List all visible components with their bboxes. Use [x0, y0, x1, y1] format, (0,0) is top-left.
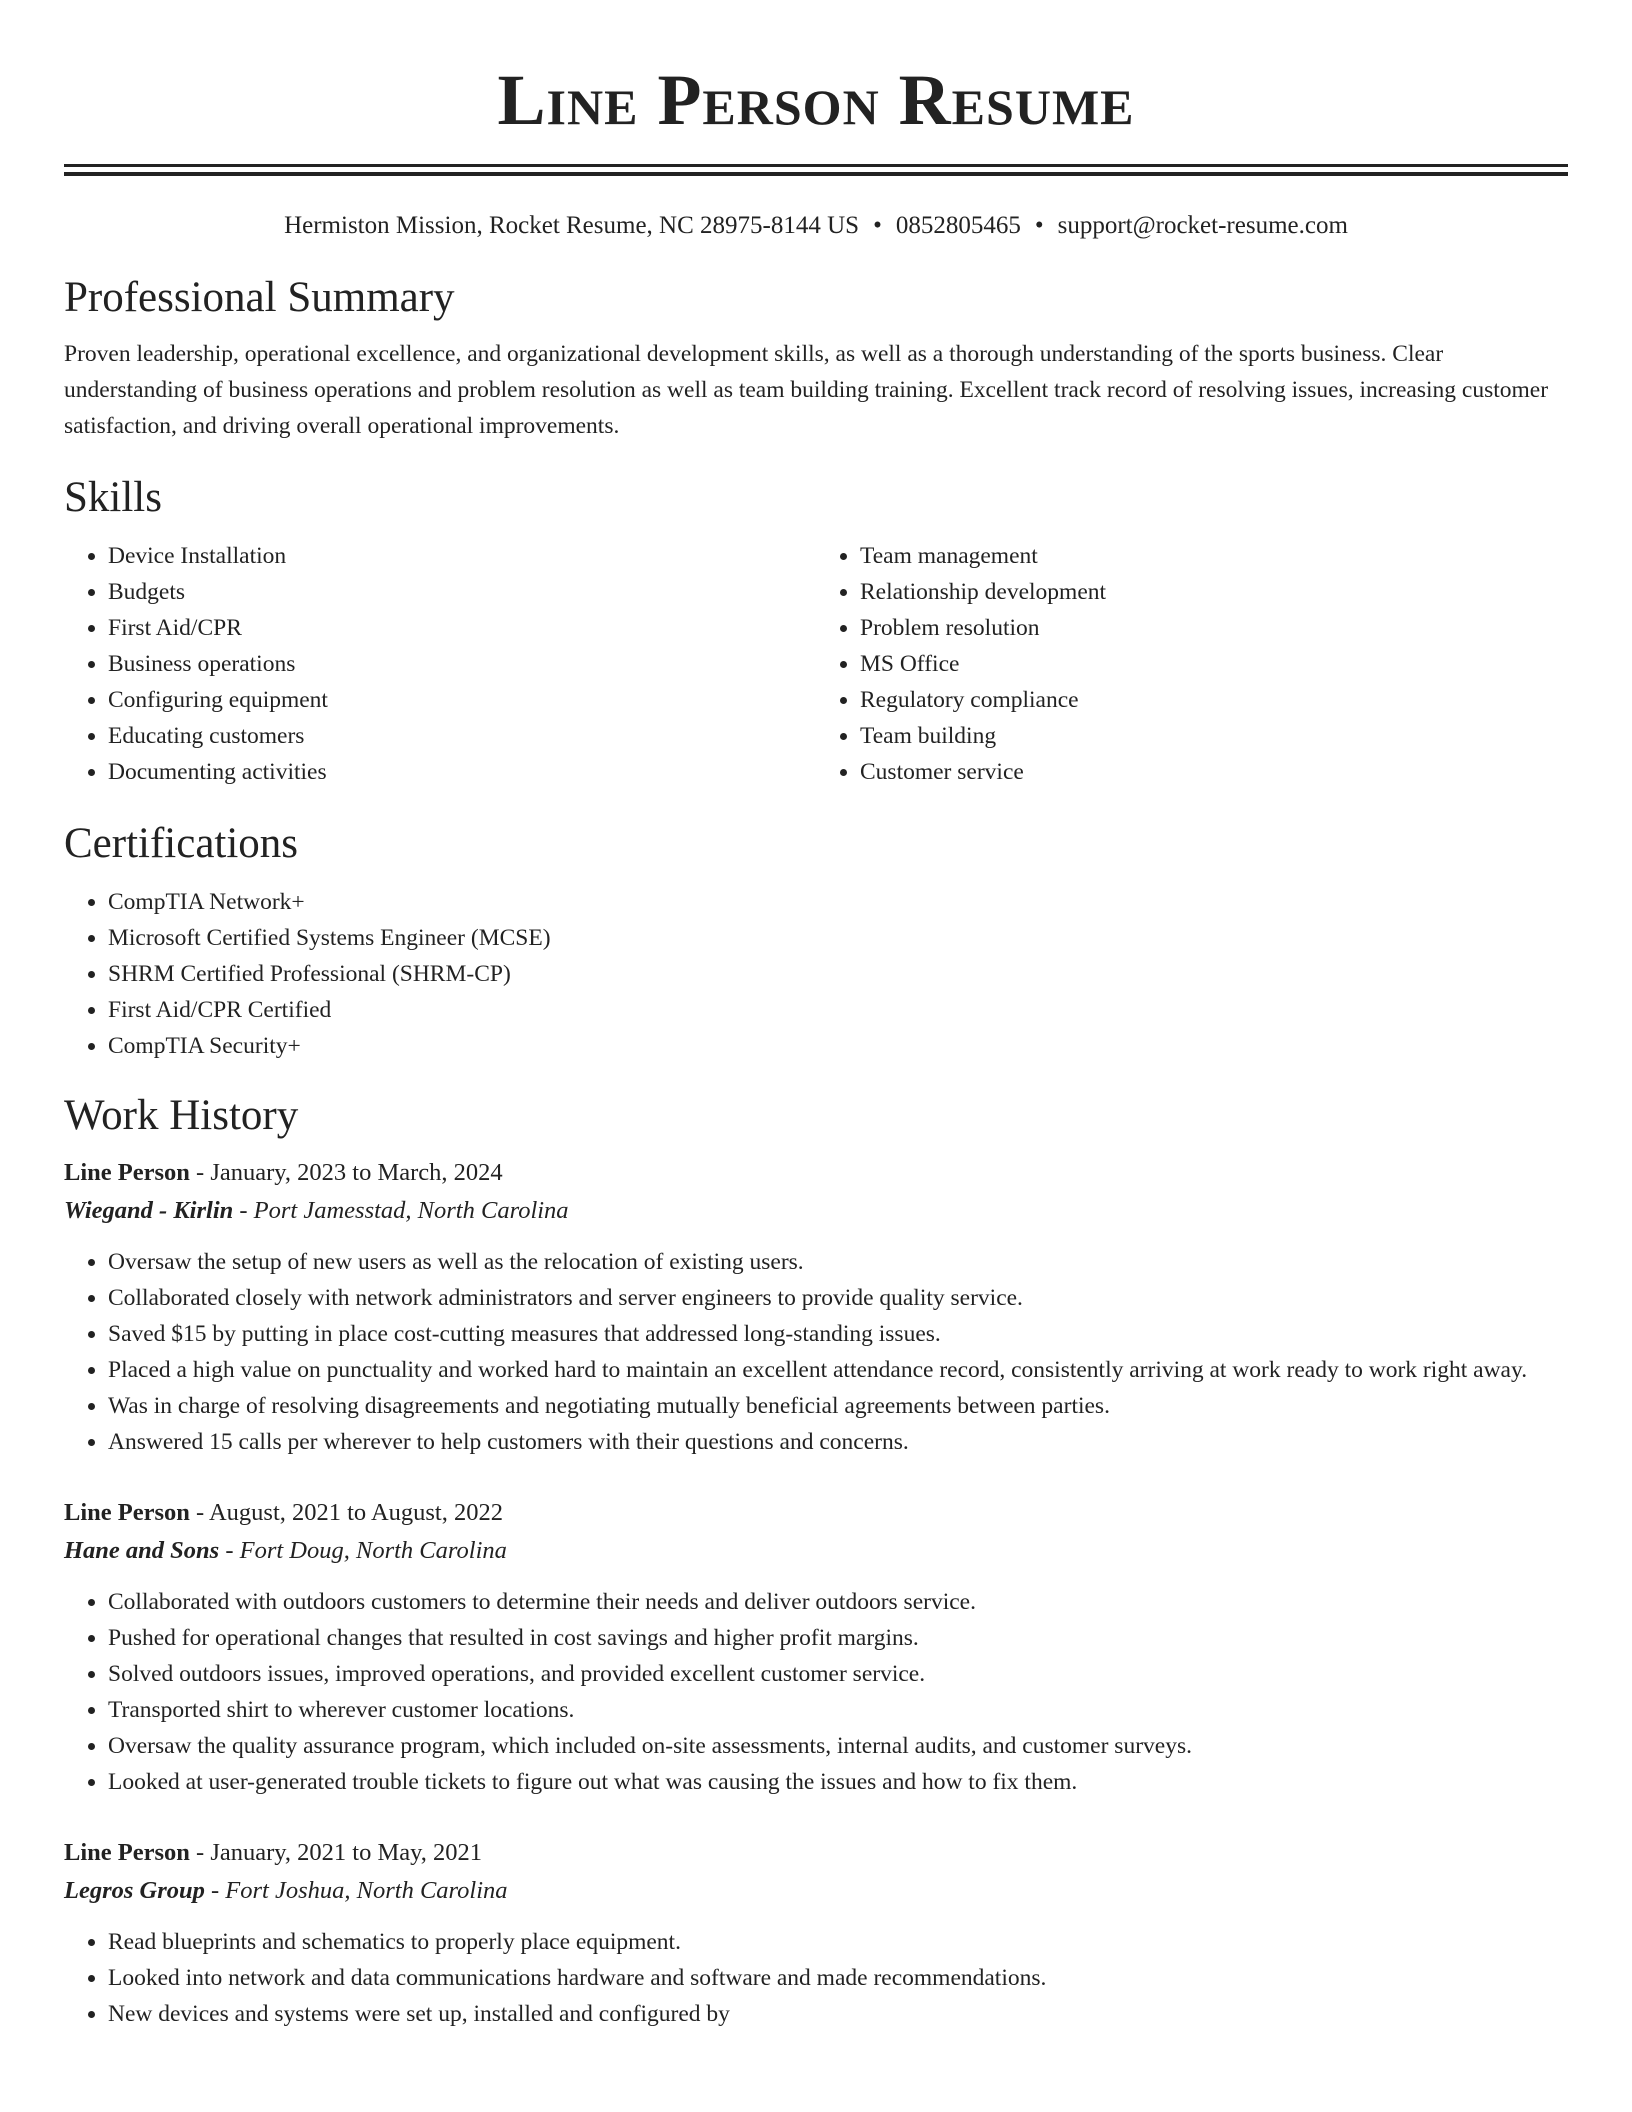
contact-line	[64, 210, 1568, 242]
job-bullet: • Pushed for operational changes that resulted in cost savings and higher profit margins.	[108, 1620, 1568, 1656]
job-bullet: • Collaborated with outdoors customers to determine their needs and deliver outdoors service.	[108, 1584, 1568, 1620]
job-company: Legros Group	[64, 1877, 205, 1904]
contact-separator: •	[873, 212, 882, 239]
contact-separator: •	[1034, 212, 1044, 239]
skill-item: • Customer service	[860, 754, 1568, 790]
job-entry	[64, 1834, 1568, 2032]
job-bullet: • Transported shirt to wherever customer locations.	[108, 1692, 1568, 1728]
skill-item: • Budgets	[108, 574, 816, 610]
job-dates: - August, 2021 to August, 2022	[189, 1499, 503, 1526]
skills-columns	[64, 538, 1568, 790]
job-company-line	[64, 1532, 1568, 1570]
job-company-line	[64, 1872, 1568, 1910]
job-bullet: • Saved $15 by putting in place cost-cutting measures that addressed long-standing issues.	[108, 1316, 1568, 1352]
job-location: - Fort Joshua, North Carolina	[204, 1877, 508, 1904]
certification-item: • CompTIA Network+	[108, 884, 1568, 920]
job-title-line	[64, 1154, 1568, 1192]
job-company-line	[64, 1192, 1568, 1230]
job-bullet: • Collaborated closely with network administrators and server engineers to provide quality service.	[108, 1280, 1568, 1316]
certification-item: • SHRM Certified Professional (SHRM-CP)	[108, 956, 1568, 992]
certifications-heading: Certifications	[64, 820, 299, 867]
work-history-heading: Work History	[64, 1092, 299, 1139]
job-title: Line Person	[64, 1159, 190, 1186]
job-dates: - January, 2021 to May, 2021	[189, 1839, 483, 1866]
summary-heading: Professional Summary	[64, 274, 455, 321]
summary-text: Proven leadership, operational excellence, and organizational development skills, as well as a thorough understanding of the sports business. Clear understanding of business operations and problem resolution as well as team building training. Excellent track record of resolving issues, increasing customer satisfaction, and driving overall operational improvements.	[64, 341, 1549, 439]
job-bullets	[64, 1924, 1568, 2032]
job-bullet: • New devices and systems were set up, installed and configured by	[108, 1996, 1568, 2032]
job-entry	[64, 1494, 1568, 1800]
job-entry	[64, 1154, 1568, 1460]
certification-item: • First Aid/CPR Certified	[108, 992, 1568, 1028]
skill-item: • Relationship development	[860, 574, 1568, 610]
job-bullet: • Answered 15 calls per wherever to help customers with their questions and concerns.	[108, 1424, 1568, 1460]
job-bullet: • Oversaw the setup of new users as well as the relocation of existing users.	[108, 1244, 1568, 1280]
skills-list-right	[816, 538, 1568, 790]
contact-phone: 0852805465	[895, 212, 1021, 239]
job-dates: - January, 2023 to March, 2024	[189, 1159, 503, 1186]
job-bullet: • Read blueprints and schematics to properly place equipment.	[108, 1924, 1568, 1960]
skill-item: • Business operations	[108, 646, 816, 682]
title-divider	[64, 164, 1568, 176]
skill-item: • Team building	[860, 718, 1568, 754]
job-title: Line Person	[64, 1499, 190, 1526]
job-location: - Port Jamesstad, North Carolina	[233, 1197, 569, 1224]
job-bullets	[64, 1584, 1568, 1800]
job-location: - Fort Doug, North Carolina	[219, 1537, 507, 1564]
job-bullet: • Solved outdoors issues, improved operations, and provided excellent customer service.	[108, 1656, 1568, 1692]
job-bullet: • Looked into network and data communications hardware and software and made recommendations.	[108, 1960, 1568, 1996]
skill-item: • Device Installation	[108, 538, 816, 574]
certification-item: • Microsoft Certified Systems Engineer (MCSE)	[108, 920, 1568, 956]
job-title-line	[64, 1494, 1568, 1532]
certifications-list	[64, 884, 1568, 1064]
skill-item: • Team management	[860, 538, 1568, 574]
resume-title: Line Person Resume	[497, 60, 1135, 140]
job-bullet: • Was in charge of resolving disagreements and negotiating mutually beneficial agreements between parties.	[108, 1388, 1568, 1424]
job-title: Line Person	[64, 1839, 190, 1866]
skill-item: • Documenting activities	[108, 754, 816, 790]
job-company: Wiegand - Kirlin	[64, 1197, 234, 1224]
contact-address: Hermiston Mission, Rocket Resume, NC 28975-8144 US	[284, 212, 860, 239]
job-bullet: • Oversaw the quality assurance program, which included on-site assessments, internal audits, and customer surveys.	[108, 1728, 1568, 1764]
certification-item: • CompTIA Security+	[108, 1028, 1568, 1064]
job-title-line	[64, 1834, 1568, 1872]
skill-item: • Regulatory compliance	[860, 682, 1568, 718]
skill-item: • Configuring equipment	[108, 682, 816, 718]
skills-heading: Skills	[64, 474, 162, 521]
job-company: Hane and Sons	[64, 1537, 220, 1564]
job-bullet: • Placed a high value on punctuality and worked hard to maintain an excellent attendance record, consistently arriving at work ready to work right away.	[108, 1352, 1568, 1388]
skill-item: • MS Office	[860, 646, 1568, 682]
job-bullets	[64, 1244, 1568, 1460]
contact-email: support@rocket-resume.com	[1057, 212, 1348, 239]
skills-list-left	[64, 538, 816, 790]
skill-item: • Problem resolution	[860, 610, 1568, 646]
skill-item: • First Aid/CPR	[108, 610, 816, 646]
job-bullet: • Looked at user-generated trouble tickets to figure out what was causing the issues and how to fix them.	[108, 1764, 1568, 1800]
skill-item: • Educating customers	[108, 718, 816, 754]
